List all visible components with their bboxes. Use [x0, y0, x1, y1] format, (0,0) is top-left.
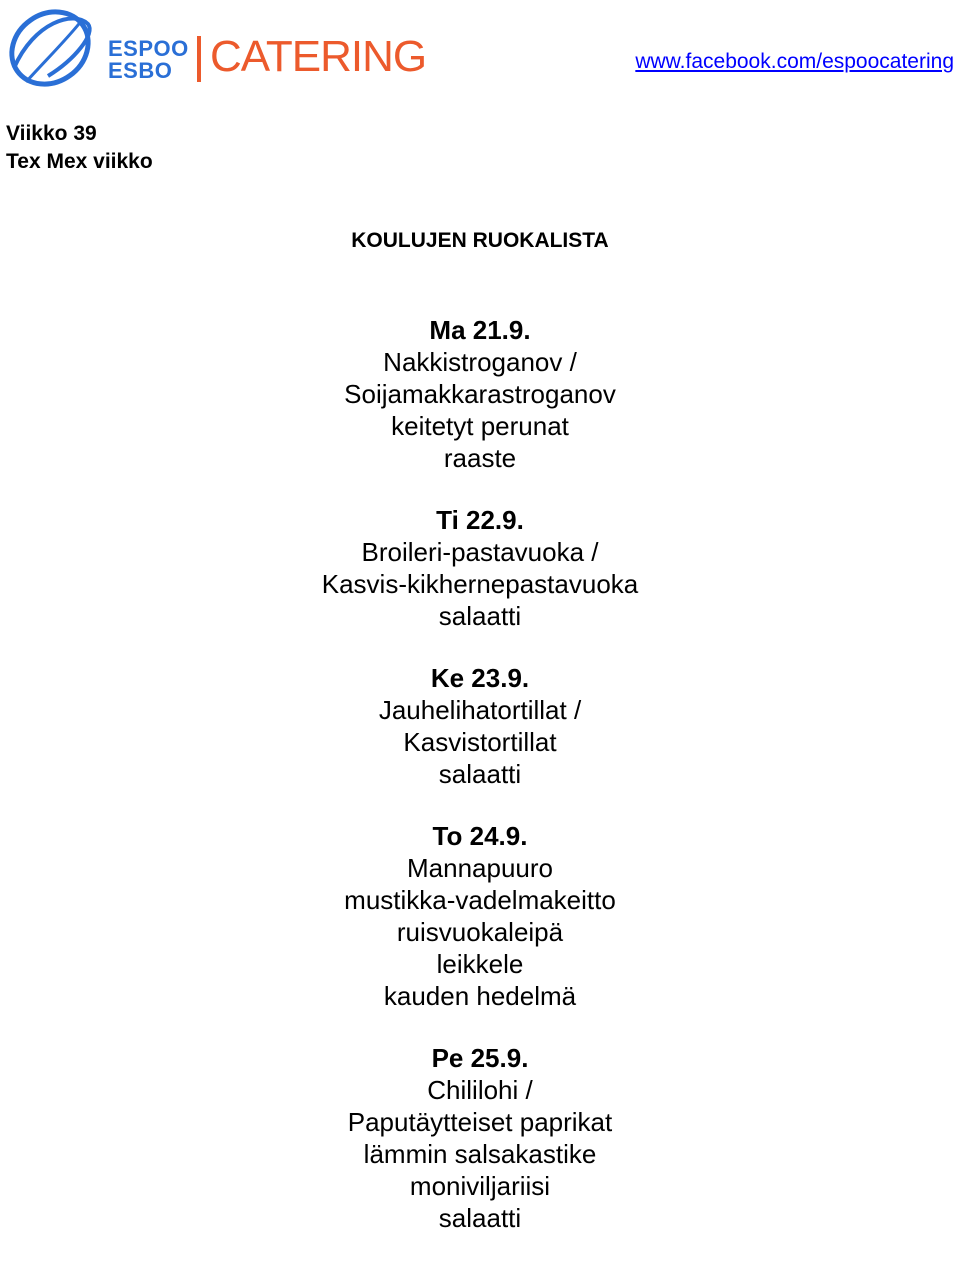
page-header	[0, 0, 960, 100]
menu-item: Kasvistortillat	[403, 727, 557, 757]
menu-item: kauden hedelmä	[383, 981, 577, 1011]
menu-item: lämmin salsakastike	[363, 1139, 597, 1169]
menu-item: keitetyt perunat	[391, 411, 569, 441]
day-title: Ke 23.9.	[430, 663, 530, 693]
week-theme: Tex Mex viikko	[6, 150, 153, 173]
week-info	[6, 120, 153, 176]
day-title: Pe 25.9.	[431, 1043, 529, 1073]
menu-item: Chililohi /	[427, 1075, 533, 1105]
day-tuesday	[0, 504, 960, 632]
day-monday	[0, 314, 960, 474]
day-wednesday	[0, 662, 960, 790]
menu-item: Nakkistroganov /	[383, 347, 577, 377]
menu-item: Kasvis-kikhernepastavuoka	[321, 569, 639, 599]
menu-item: Soijamakkarastroganov	[344, 379, 616, 409]
day-friday	[0, 1042, 960, 1234]
menu-item: Broileri-pastavuoka /	[361, 537, 599, 567]
menu-title: KOULUJEN RUOKALISTA	[351, 229, 609, 252]
day-thursday	[0, 820, 960, 1012]
menu-item: moniviljariisi	[409, 1171, 551, 1201]
menu-item: Paputäytteiset paprikat	[347, 1107, 613, 1137]
menu-item: ruisvuokaleipä	[396, 917, 564, 947]
espoo-swirl-icon	[4, 2, 104, 98]
menu-item: leikkele	[436, 949, 524, 979]
menu-item: salaatti	[438, 1203, 522, 1233]
menu-item: raaste	[443, 443, 517, 473]
day-title: Ma 21.9.	[429, 315, 531, 345]
espoo-catering-logo	[4, 2, 427, 98]
menu-item: mustikka-vadelmakeitto	[344, 885, 616, 915]
week-number: Viikko 39	[6, 122, 97, 145]
menu-item: Jauhelihatortillat /	[378, 695, 582, 725]
logo-divider	[197, 36, 201, 82]
logo-espoo-text: ESPOO	[108, 36, 189, 61]
menu-item: salaatti	[438, 601, 522, 631]
day-title: Ti 22.9.	[436, 505, 524, 535]
logo-catering-text: CATERING	[210, 32, 427, 81]
logo-esbo-text: ESBO	[108, 58, 173, 83]
facebook-link[interactable]: www.facebook.com/espoocatering	[635, 50, 954, 73]
days-list	[0, 314, 960, 1264]
day-title: To 24.9.	[432, 821, 528, 851]
menu-item: salaatti	[438, 759, 522, 789]
menu-item: Mannapuuro	[407, 853, 553, 883]
